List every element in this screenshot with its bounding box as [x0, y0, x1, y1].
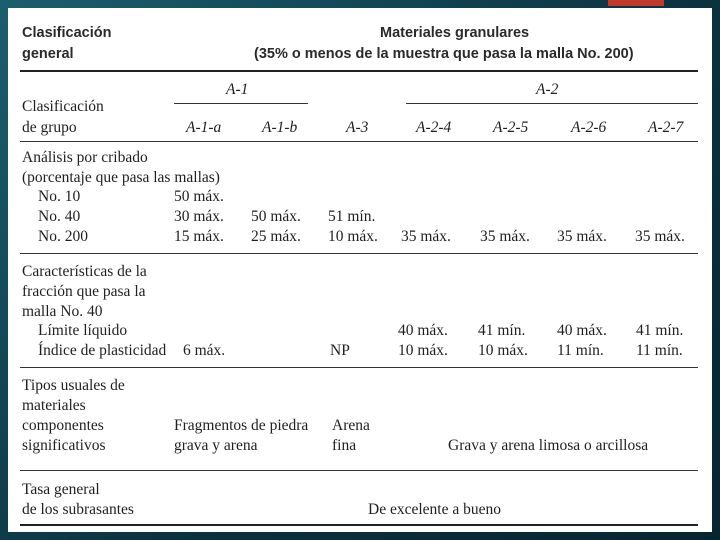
fraction-cell: 40 máx.	[557, 322, 607, 339]
header-rule	[20, 70, 698, 72]
table-bottom-rule	[20, 524, 698, 526]
materials-a3-line2: fina	[332, 437, 357, 454]
sieve-title-line2: (porcentaje que pasa las mallas)	[22, 169, 220, 186]
rule-after-fraction	[20, 367, 698, 368]
subgroup-a-2-7: A-2-7	[648, 119, 684, 136]
sieve-row-label: No. 10	[38, 188, 81, 205]
rule-after-materials	[20, 470, 698, 471]
materials-a2: Grava y arena limosa o arcillosa	[448, 437, 649, 454]
table-page	[8, 8, 712, 532]
subgroup-a-3: A-3	[346, 119, 369, 136]
rating-value: De excelente a bueno	[368, 501, 501, 518]
materials-label-line3: componentes	[22, 417, 104, 434]
group-label-line1: Clasificación	[22, 98, 104, 115]
sieve-cell: 30 máx.	[174, 208, 224, 225]
sieve-cell: 50 máx.	[174, 188, 224, 205]
materials-label-line4: significativos	[22, 437, 106, 454]
fraction-cell: 41 mín.	[478, 322, 526, 339]
subgroup-a-2-5: A-2-5	[493, 119, 529, 136]
fraction-cell: 11 mín.	[557, 342, 604, 359]
subgroup-a-2-4: A-2-4	[416, 119, 452, 136]
fraction-cell: NP	[330, 342, 350, 359]
sieve-cell: 25 máx.	[251, 228, 301, 245]
fraction-row-label: Límite líquido	[38, 322, 128, 339]
fraction-title-line3: malla No. 40	[22, 303, 103, 320]
group-a2-rule	[406, 103, 698, 104]
sieve-row-label: No. 200	[38, 228, 88, 245]
group-a2: A-2	[536, 81, 559, 98]
sieve-title-line1: Análisis por cribado	[22, 149, 148, 166]
sieve-cell: 35 máx.	[635, 228, 685, 245]
fraction-cell: 41 mín.	[636, 322, 684, 339]
header-left-line1: Clasificación	[22, 25, 112, 41]
fraction-cell: 10 máx.	[398, 342, 448, 359]
fraction-cell: 11 mín.	[636, 342, 683, 359]
materials-a1-line1: Fragmentos de piedra	[174, 417, 309, 434]
subgroup-a-1-a: A-1-a	[186, 119, 222, 136]
sieve-cell: 10 máx.	[328, 228, 378, 245]
sieve-cell: 35 máx.	[480, 228, 530, 245]
fraction-cell: 10 máx.	[478, 342, 528, 359]
header-right-line2: (35% o menos de la muestra que pasa la malla No. 200)	[254, 46, 634, 62]
rule-after-groups	[20, 141, 698, 142]
group-a1: A-1	[226, 81, 249, 98]
rating-label-line1: Tasa general	[22, 481, 100, 498]
materials-a1-line2: grava y arena	[174, 437, 258, 454]
header-left-line2: general	[22, 46, 74, 62]
sieve-row-label: No. 40	[38, 208, 81, 225]
fraction-title-line1: Características de la	[22, 263, 147, 280]
accent-bar	[608, 0, 664, 6]
materials-label-line2: materiales	[22, 397, 86, 414]
header-right-line1: Materiales granulares	[380, 25, 530, 41]
subgroup-a-1-b: A-1-b	[262, 119, 298, 136]
fraction-title-line2: fracción que pasa la	[22, 283, 146, 300]
subgroup-a-2-6: A-2-6	[571, 119, 607, 136]
sieve-cell: 35 máx.	[401, 228, 451, 245]
rule-after-sieve	[20, 253, 698, 254]
rating-label-line2: de los subrasantes	[22, 501, 134, 518]
sieve-cell: 50 máx.	[251, 208, 301, 225]
materials-a3-line1: Arena	[332, 417, 370, 434]
sieve-cell: 15 máx.	[174, 228, 224, 245]
group-label-line2: de grupo	[22, 119, 77, 136]
sieve-cell: 35 máx.	[557, 228, 607, 245]
fraction-cell: 40 máx.	[398, 322, 448, 339]
group-a1-rule	[174, 103, 308, 104]
sieve-cell: 51 mín.	[328, 208, 376, 225]
fraction-cell: 6 máx.	[183, 342, 226, 359]
materials-label-line1: Tipos usuales de	[22, 377, 125, 394]
fraction-row-label: Índice de plasticidad	[38, 342, 167, 359]
